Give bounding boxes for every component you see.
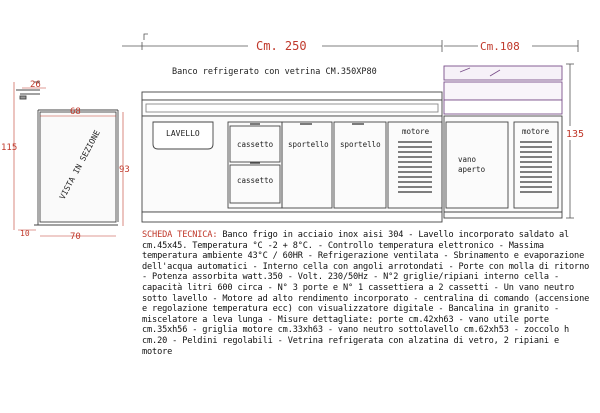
display-case [444,66,562,114]
side-top-label: 26 [30,80,41,90]
open-bay-label: vano aperto [458,155,486,174]
sink-label: LAVELLO [166,129,200,138]
drawer-1-label: cassetto [237,140,274,149]
technical-spec [142,230,594,357]
front-counter [142,92,442,222]
side-base-label: 70 [70,232,81,242]
side-view [14,82,123,236]
door-2-label: sportello [340,140,381,149]
right-height-dimension [566,64,574,218]
height-135-label: 135 [566,129,585,140]
section-view-label: VISTA IN SEZIONE [57,128,102,201]
side-height-label: 115 [1,143,18,153]
side-body-height-label: 93 [119,165,130,175]
drawing-caption: Banco refrigerato con vetrina CM.350XP80 [172,67,377,77]
door-1-label: sportello [288,140,329,149]
drawer-2-label: cassetto [237,176,274,185]
motor-2-label: motore [522,127,550,136]
spec-body: Banco frigo in acciaio inox aisi 304 - Lavello incorporato saldato al cm.45x45. Temperatura °C -2 + 8°C. - Controllo temperatura elettronico - Massima temperatura ambiente 43°C / 60HR - Refrigerazione ventilata - Sbrinamento e evaporazione dell'acqua automatici - Interno cella con angoli arrotondati - Porte con molla di ritorno - Potenza assorbita watt.350 - Volt. 230/50Hz - N°2 griglie/ripiani interno cella - capacità litri 600 circa - N° 3 porte e N° 1 cassettiera a 2 cassetti - Un vano neutro sotto lavello - Motore ad alto rendimento incorporato - centralina di comando (accensione e regolazione temperatura ecc) con visualizzatore digitale - Bancalina in granito - miscelatore a leva lunga - Misure dettagliate: porte cm.42xh63 - vano utile porte cm.35xh56 - griglia motore cm.33xh63 - vano neutro sottolavello cm.62xh53 - zoccolo h cm.20 - Peldini regolabili - Vetrina refrigerata con alzatina di vetro, 2 ripiani e motore [142,230,590,357]
side-width-label: Cm.108 [480,40,520,53]
motor-1-label: motore [402,127,430,136]
side-mid-label: 68 [70,107,81,117]
main-width-label: Cm. 250 [256,39,307,53]
side-base-left-label: 10 [20,229,30,238]
spec-title: SCHEDA TECNICA: [142,230,218,240]
